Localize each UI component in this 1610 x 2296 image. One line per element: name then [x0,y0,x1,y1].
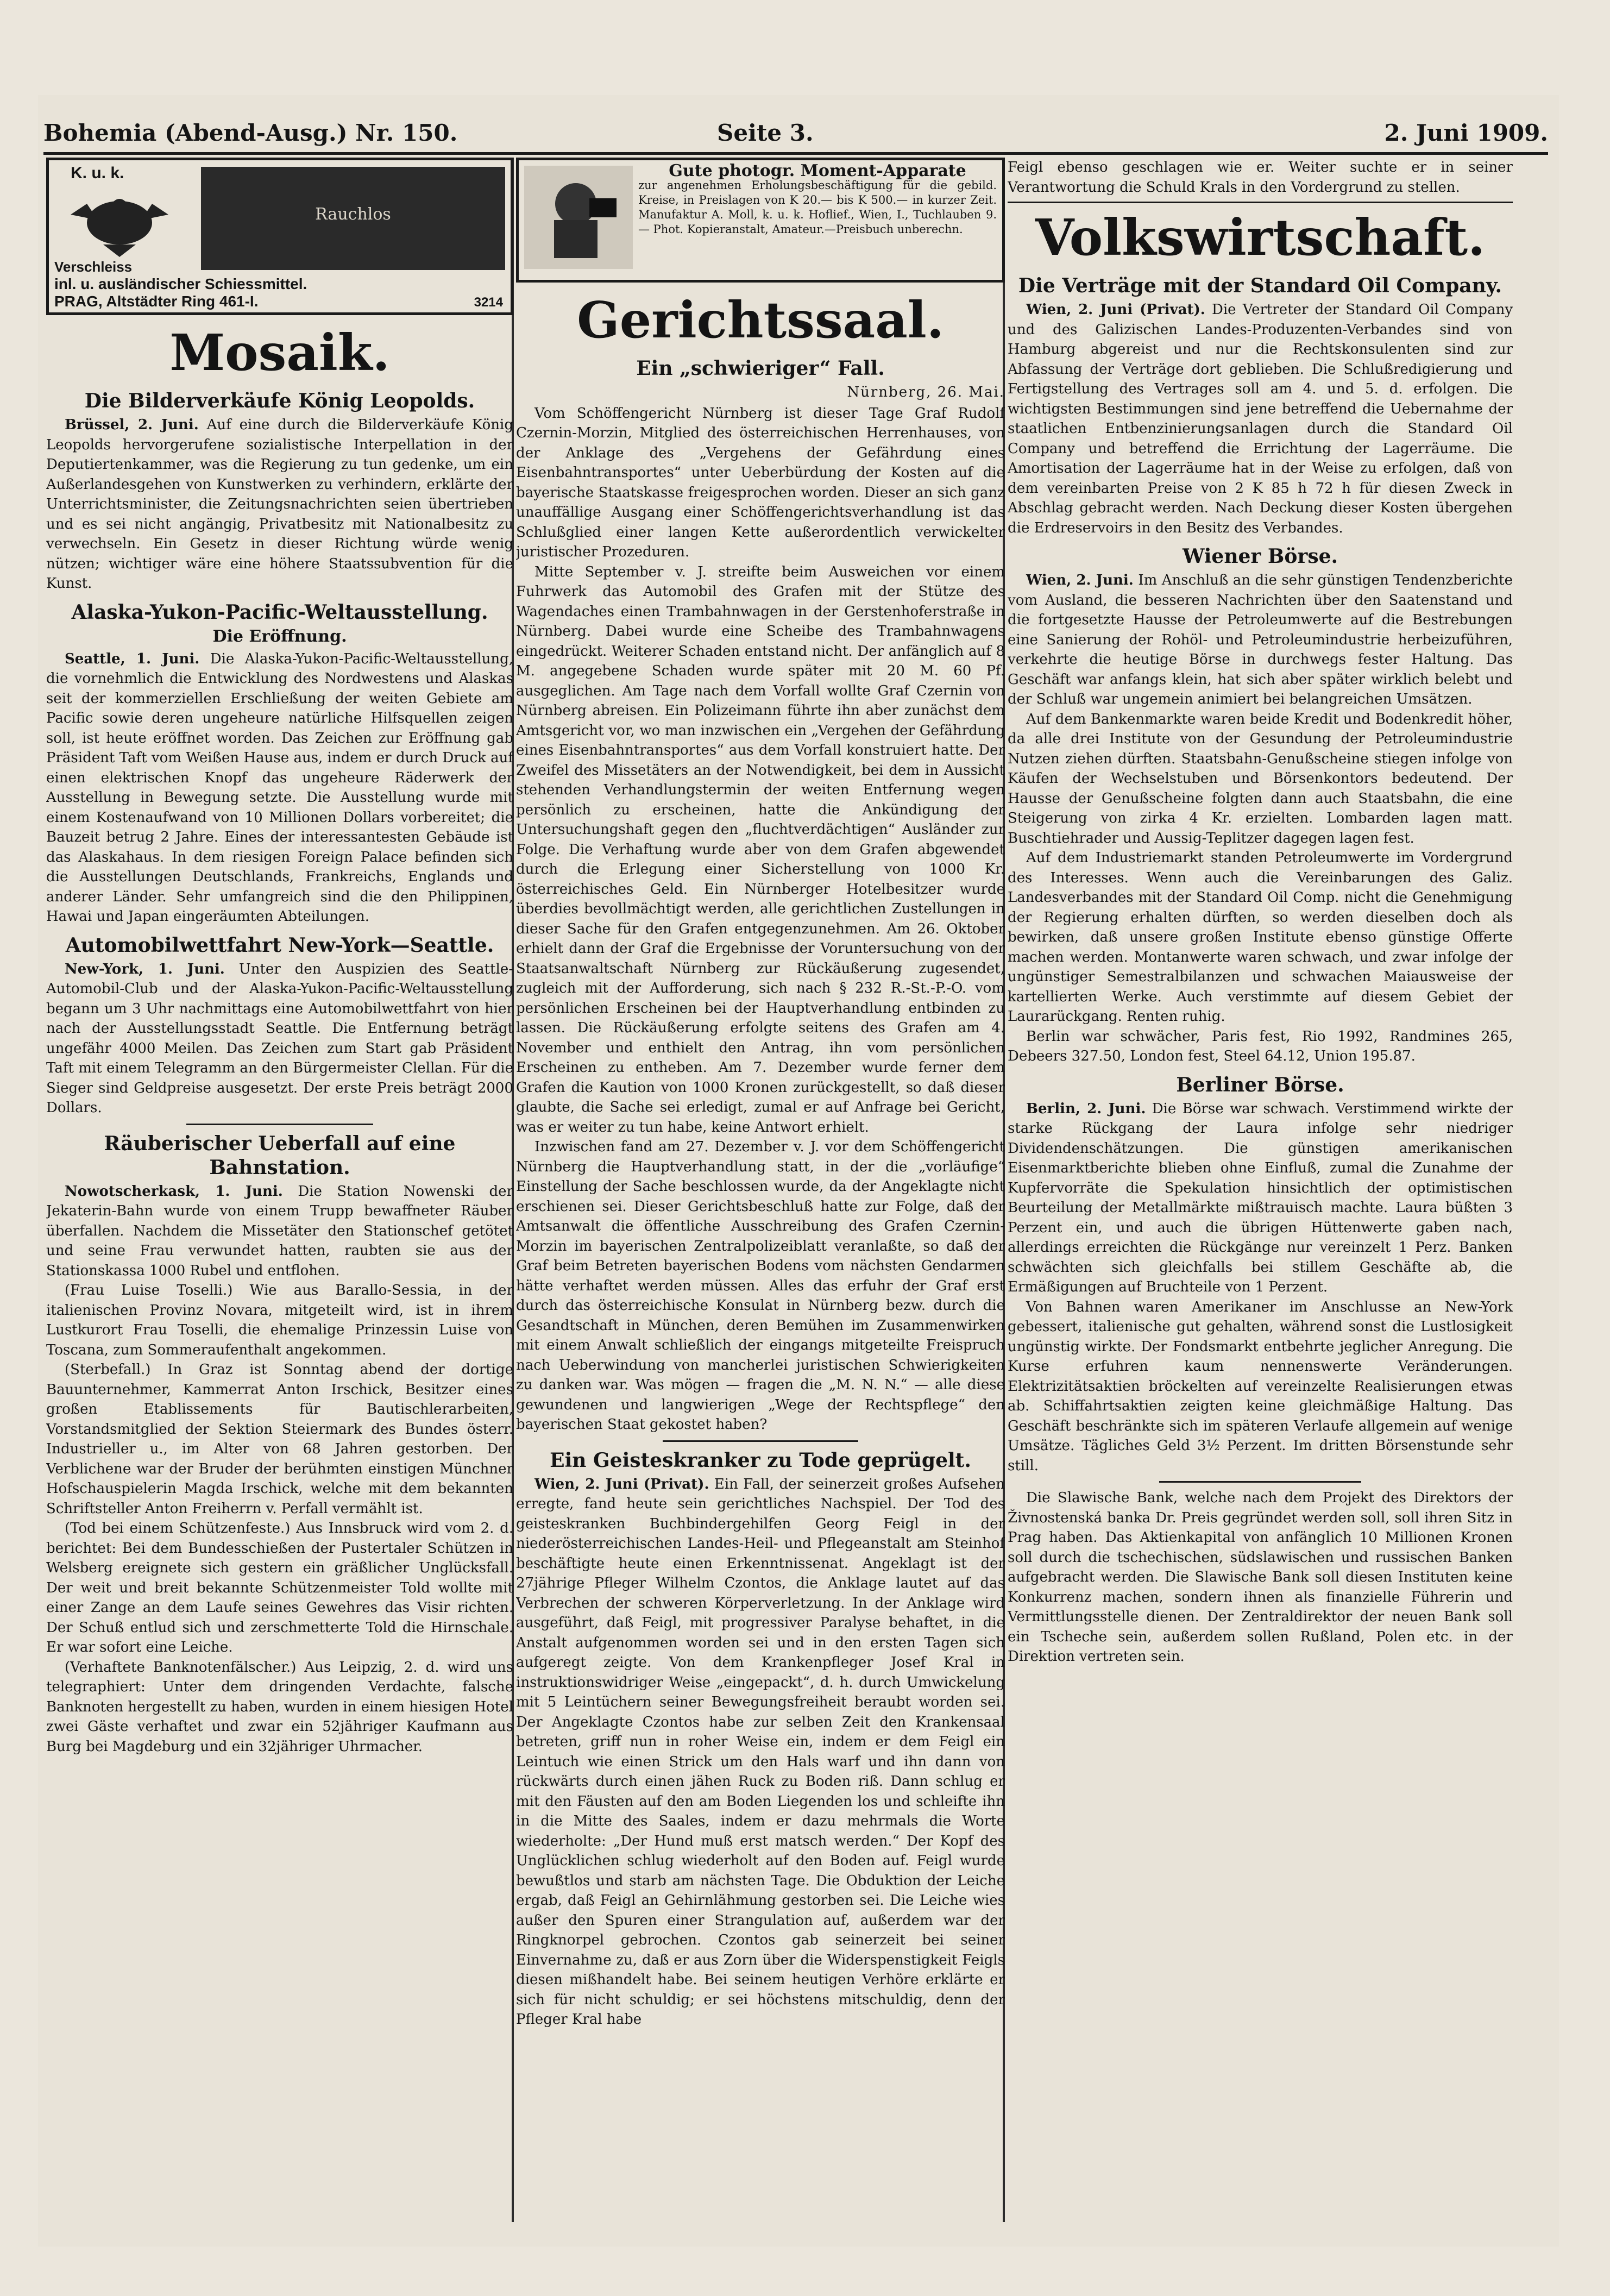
page-header [43,114,1548,155]
article-paragraph: Nowotscherkask, 1. Juni. Die Station Nowenski der Jekaterin-Bahn wurde von einem Trupp bewaffneter Räuber überfallen. Nachdem die Missetäter den Stationschef getötet und seine Frau verwundet hatten, raubten sie aus der Stationskassa 1000 Rubel und entflohen. [46,1183,513,1279]
section-title-gerichtssaal: Gerichtssaal. [577,291,944,349]
headline-wiener-boerse: Wiener Börse. [1182,545,1338,568]
ad-schiessmittel-text: inl. u. ausländischer Schiessmittel. [54,275,307,292]
headline-standard-oil: Die Verträge mit der Standard Oil Company. [1018,274,1502,297]
divider [1159,1481,1361,1483]
article-paragraph-continued: Feigl ebenso geschlagen wie er. Weiter suchte er in seiner Verantwortung die Schuld Krals in den Vordergrund zu stellen. [1008,159,1513,196]
photographer-illustration-icon [524,166,633,269]
column-1 [46,158,513,1756]
article-paragraph: Auf dem Industriemarkt standen Petroleumwerte im Vordergrund des Interesses. Wenn auch die Vereinbarungen des Galiz. Landesverbandes mit der Standard Oil Comp. nicht die Genehmigung der Regierung erhalten dürften, so werden dieselben doch als bewirken, daß unsere großen Institute ebenso günstige Offerte machen werden. Montanwerte waren schwach, und zwar infolge der ungünstiger Semestralbilanzen und schwachen Maiausweise der kartellierten Werke. Auch verstimmte auf diesem Gebiet der Laurarückgang. Renten ruhig. [1008,850,1513,1025]
headline-berliner-boerse: Berliner Börse. [1176,1073,1344,1096]
article-paragraph: New-York, 1. Juni. Unter den Auspizien des Seattle-Automobil-Club und der Alaska-Yukon-Pacific-Weltausstellung begann um 3 Uhr nachmittags eine Automobilwettfahrt von hier nach der Ausstellungsstadt Seattle. Die Entfernung beträgt ungefähr 4000 Meilen. Das Zeichen zum Start gab Präsident Taft mit einem Telegramm an den Bürgermeister Clellan. Für die Sieger sind Geldpreise ausgesetzt. Der erste Preis beträgt 2000 Dollars. [46,961,513,1116]
article-paragraph: Inzwischen fand am 27. Dezember v. J. vor dem Schöffengericht Nürnberg die Hauptverhandlung statt, in der die „vorläufige“ Einstellung der Sache beschlossen wurde, da der Angeklagte nicht erschienen sei. Dieser Gerichtsbeschluß hatte zur Folge, daß der Amtsanwalt die öffentliche Ausschreibung des Grafen Czernin-Morzin im bayerischen Zentralpolizeiblatt veranlaßte, so daß der Graf beim Betreten bayerischen Bodens vom nächsten Gendarmen hätte verhaftet werden müssen. Alles das erfuhr der Graf erst durch das österreichische Konsulat in Nürnberg bezw. durch die Gesandtschaft in München, deren Bemühen im Zusammenwirken mit einem Anwalt schließlich der eingangs mitgeteilte Freispruch nach Ueberwindung von mancherlei juristischen Schwierigkeiten zu danken war. Was mögen — fragen die „M. N. N.“ — alle diese gewundenen und langwierigen „Wege der Rechtspflege“ den bayerischen Staat gekostet haben? [516,1139,1005,1433]
article-paragraph: Brüssel, 2. Juni. Auf eine durch die Bilderverkäufe König Leopolds hervorgerufene sozialistische Interpellation in der Deputiertenkammer, was die Regierung zu tun gedenke, um ein Außerlandesgehen von Kunstwerken zu verhindern, erklärte der Unterrichtsminister, die Zeitungsnachrichten seien übertrieben und es sei nicht angängig, Privatbesitz mit Nationalbesitz zu verwechseln. Ein Gesetz in dieser Richtung würde wenig nützen; wichtiger wäre eine höhere Staatssubvention für die Kunst. [46,417,513,592]
section-title-mosaik: Mosaik. [169,323,390,382]
eagle-emblem-icon [65,193,174,258]
article-paragraph: Wien, 2. Juni. Im Anschluß an die sehr günstigen Tendenzberichte vom Ausland, die besseren Nachrichten über den Saatenstand und die fortgesetzte Hausse der Petroleumwerte auf die Bestrebungen eine Sanierung der Rohöl- und Petroleumindustrie herbeizuführen, verkehrte die heutige Börse in durchwegs fester Haltung. Das Geschäft war anfangs klein, hat sich aber später wirklich belebt und der Schluß war ungemein animiert bei belangreichen Umsätzen. [1008,572,1513,707]
article-paragraph: Auf dem Bankenmarkte waren beide Kredit und Bodenkredit höher, da alle drei Institute von der Gesundung der Petroleumindustrie Nutzen ziehen dürften. Staatsbahn-Genußscheine stiegen infolge von Käufen der Wechselstuben und Börsenkontors bedeutend. Der Hausse der Genußscheine folgten dann auch Staatsbahn, die eine Steigerung von zirka 4 Kr. erzielten. Lombarden lagen matt. Buschtiehrader und Aussig-Teplitzer dagegen lagen fest. [1008,711,1513,846]
ad-photo-title: Gute photogr. Moment-Apparate [669,161,966,180]
headline-alaska: Alaska-Yukon-Pacific-Weltausstellung. [71,600,488,624]
column-3 [1008,158,1513,1667]
subheadline-eroeffnung: Die Eröffnung. [212,626,347,646]
article-paragraph: Wien, 2. Juni (Privat). Die Vertreter der Standard Oil Company und des Galizischen Landes-Produzenten-Verbandes sind von Hamburg abgereist und nur die Rechtskonsulenten sind zur Abfassung der Verträge dort geblieben. Die Schlußredigierung und Fertigstellung des Vertrages soll am 4. und 5. d. erfolgen. Die wichtigsten Bestimmungen sind jene betreffend die Uebernahme der staatlichen Entbenzinierungsanlagen durch die Standard Oil Company und betreffend die Errichtung der Lagerräume. Die Amortisation der Lagerräume hat in der Weise zu erfolgen, daß von dem vereinbarten Preise von 2 K 85 h 72 h für diesen Zweck in Abschlag gebracht werden. Nach Deckung dieser Kosten übergehen die Erdreservoirs in den Besitz des Verbandes. [1008,302,1513,536]
article-paragraph: Die Slawische Bank, welche nach dem Projekt des Direktors der Živnostenská banka Dr. Preis gegründet werden soll, soll ihren Sitz in Prag haben. Das Aktienkapital von anfänglich 10 Millionen Kronen soll durch die tschechischen, südslawischen und russischen Banken aufgebracht werden. Die Slawische Bank soll diesen Instituten keine Konkurrenz machen, sondern ihnen als finanzielle Führerin und Vermittlungsstelle dienen. Der Zentraldirektor der neuen Bank soll ein Tscheche sein, außerdem sollen Rußland, Polen etc. in der Direktion vertreten sein. [1008,1490,1513,1665]
article-paragraph: Mitte September v. J. streifte beim Ausweichen vor einem Fuhrwerk das Automobil des Grafen mit der Stütze des Wagendaches einen Trambahnwagen in der Gerstenhoferstraße in Nürnberg. Dabei wurde eine Scheibe des Trambahnwagens eingedrückt. Weiterer Schaden entstand nicht. Der anfänglich auf 8 M. angegebene Schaden wurde später mit 20 M. 60 Pf. ausgeglichen. Am Tage nach dem Vorfall wollte Graf Czernin von Nürnberg abreisen. Ein Polizeimann führte ihn aber zunächst dem Amtsgericht vor, wo man inzwischen ein „Vergehen der Gefährdung eines Eisenbahntransportes“ aus dem Vorfall konstruiert hatte. Der Zweifel des Missetäters an der Notwendigkeit, bei dem in Aussicht stehenden Verhandlungstermin der weiten Entfernung wegen persönlich zu erscheinen, hatte die Ankündigung der Untersuchungshaft gegen den „fluchtverdächtigen“ Ausländer zur Folge. Die Verhaftung wurde aber von dem Grafen abgewendet durch die Erlegung einer Sicherstellung von 1000 Kr. österreichisches Geld. Ein Nürnberger Hotelbesitzer wurde überdies bevollmächtigt werden, alle gerichtlichen Zustellungen in dieser Sache für den Grafen entgegenzunehmen. Am 26. Oktober erhielt dann der Graf die Ergebnisse der Voruntersuchung von der Staatsanwaltschaft Nürnberg zur Rückäußerung zugesendet, zugleich mit der Aufforderung, sich nach § 232 R.-St.-P.-O. vom persönlichen Erscheinen bei der Hauptverhandlung entbinden zu lassen. Die Rückäußerung erfolgte seitens des Grafen am 4. November und enthielt den Antrag, ihn vom persönlichen Erscheinen zu entheben. Am 7. Dezember wurde ferner dem Grafen die Kaution von 1000 Kronen zurückgestellt, so daß dieser glaubte, die Sache sei erledigt, zumal er auf Anfrage bei Gericht, was er weiter zu tun habe, keine Antwort erhielt. [516,563,1005,1136]
ad-kuk: K. u. k. [71,164,124,182]
article-paragraph: (Sterbefall.) In Graz ist Sonntag abend der dortige Bauunternehmer, Kammerrat Anton Irschick, Besitzer eines großen Etablissements für Bautischlerarbeiten, Vorstandsmitglied der Sektion Steiermark des Bundes österr. Industrieller u., im Alter von 68 Jahren gestorben. Der Verblichene war der Bruder der berühmten einstigen Münchner Hofschauspielerin Magda Irschick, welche mit dem bekannten Schriftsteller Anton Freiherrn v. Perfall vermählt ist. [46,1362,513,1517]
article-paragraph: Vom Schöffengericht Nürnberg ist dieser Tage Graf Rudolf Czernin-Morzin, Mitglied des österreichischen Herrenhauses, von der Anklage des „Vergehens der Gefährdung eines Eisenbahntransportes“ unter Ueberbürdung der Kosten auf die bayerische Staatskasse freigesprochen worden. Dieser an sich ganz unauffällige Ausgang einer Schöffengerichtsverhandlung ist das Schlußglied einer langen Kette außerordentlich verwickelter juristischer Prozeduren. [516,405,1005,560]
article-paragraph: Berlin, 2. Juni. Die Börse war schwach. Verstimmend wirkte der starke Rückgang der Laura infolge sehr niedriger Dividendenschätzungen. Die günstigen amerikanischen Eisenmarktberichte blieben ohne Einfluß, zumal die Zunahme der Kupfervorräte die Spekulation hinsichtlich der optimistischen Beurteilung der Metallmärkte mißtrauisch machte. Laura büßten 3 Perzent ein, und auch die übrigen Hüttenwerte gaben nach, allerdings erreichten die Rückgänge nur vereinzelt 1 Perz. Banken schwächten sich gleichfalls bei stillem Geschäfte ab, die Ermäßigungen auf Bruchteile von 1 Perzent. [1008,1100,1513,1295]
ad-product-box: Rauchlos [201,167,505,270]
dateline: Nürnberg, 26. Mai. [847,384,1005,400]
article-paragraph: (Verhaftete Banknotenfälscher.) Aus Leipzig, 2. d. wird uns telegraphiert: Unter dem dringenden Verdachte, falsche Banknoten hergestellt zu haben, wurden in einem hiesigen Hotel zwei Gäste verhaftet und zwar ein 52jähriger Kaufmann aus Burg bei Magdeburg und ein 32jähriger Uhrmacher. [46,1659,513,1755]
ad-address: PRAG, Altstädter Ring 461-I. [54,293,259,310]
divider [186,1124,373,1125]
article-paragraph: Berlin war schwächer, Paris fest, Rio 1992, Randmines 265, Debeers 327.50, London fest, Steel 64.12, Union 195.87. [1008,1028,1513,1064]
header-page-number: Seite 3. [717,120,814,146]
headline-geisteskranker: Ein Geisteskranker zu Tode geprügelt. [550,1448,971,1472]
ad-photo-text: zur angenehmen Erholungsbeschäftigung für die gebild. Kreise, in Preislagen von K 20.— bis K 500.— in kurzer Zeit. Manufaktur A. Moll, k. u. k. Hoflief., Wien, I., Tuchlauben 9. — Phot. Kopieranstalt, Amateur.—Preisbuch unberechn. [638,179,997,236]
article-paragraph: (Tod bei einem Schützenfeste.) Aus Innsbruck wird vom 2. d. berichtet: Bei dem Bundesschießen der Pustertaler Schützen in Welsberg ereignete sich gestern ein gräßlicher Unglücksfall. Der weit und breit bekannte Schützenmeister Told wollte mit einer Zange an dem Laufe seines Gewehres das Visir richten. Der Schuß entlud sich und zerschmetterte Told die Hirnschale. Er war sofort eine Leiche. [46,1520,513,1655]
divider [663,1440,858,1442]
header-issue: Bohemia (Abend-Ausg.) Nr. 150. [43,120,458,146]
ad-number: 3214 [474,295,503,310]
header-date: 2. Juni 1909. [1384,120,1548,146]
headline-bilderverkaeufe: Die Bilderverkäufe König Leopolds. [84,390,475,412]
ad-schiessmittel [46,158,513,315]
divider [1008,202,1513,203]
article-paragraph: Von Bahnen waren Amerikaner im Anschlusse an New-York gebessert, italienische gut gehalten, während sonst die Lustlosigkeit ungünstig wirkte. Der Fondsmarkt entbehrte jeglicher Anregung. Die Kurse erfuhren kaum nennenswerte Veränderungen. Elektrizitätsaktien bröckelten auf vereinzelte Realisierungen etwas ab. Schiffahrtsaktien zeigten keine gleichmäßige Haltung. Das Geschäft beschränkte sich im späteren Verlaufe allgemein auf wenige Umsätze. Tägliches Geld 3½ Perzent. Im dritten Börsenstunde sehr still. [1008,1298,1513,1474]
ad-verschleiss: Verschleiss [54,259,133,275]
article-paragraph: Seattle, 1. Juni. Die Alaska-Yukon-Pacific-Weltausstellung, die vornehmlich die Entwicklung des Nordwestens und Alaskas seit der kommerziellen Erschließung der weiten Gebiete am Pacific sowie deren ungeheure natürliche Hilfsquellen zeigen soll, ist heute eröffnet worden. Das Zeichen zur Eröffnung gab Präsident Taft vom Weißen Hause aus, indem er durch Druck auf einen elektrischen Knopf das ungeheure Räderwerk der Ausstellung in Bewegung setzte. Die Ausstellung wurde mit einem Kostenaufwand von 10 Millionen Dollars vorbereitet; die Bauzeit betrug 2 Jahre. Eines der interessantesten Gebäude ist das Alaskahaus. In dem riesigen Foreign Palace befinden sich die Ausstellungen Deutschlands, Frankreichs, Englands und anderer Länder. Sehr umfangreich sind die den Philippinen, Hawai und Japan eingeräumten Abteilungen. [46,650,513,925]
article-paragraph: (Frau Luise Toselli.) Wie aus Barallo-Sessia, in der italienischen Provinz Novara, mitgeteilt wird, ist in ihrem Lustkurort Frau Toselli, die ehemalige Prinzessin Luise von Toscana, zum Sommeraufenthalt angekommen. [46,1282,513,1358]
headline-automobilwettfahrt: Automobilwettfahrt New-York—Seattle. [65,933,494,957]
column-2 [516,158,1005,2030]
article-paragraph: Wien, 2. Juni (Privat). Ein Fall, der seinerzeit großes Aufsehen erregte, fand heute sein gerichtliches Nachspiel. Der Tod des geisteskranken Buchbindergehilfen Georg Feigl in der niederösterreichischen Landes-Heil- und Pflegeanstalt am Steinhof beschäftigte heute einen Erkenntnissenat. Angeklagt ist der 27jährige Pfleger Wilhelm Czontos, die Anklage lautet auf das Verbrechen der schweren Körperverletzung. In der Anklage wird ausgeführt, daß Feigl, mit progressiver Paralyse behaftet, in die Anstalt aufgenommen worden sei und in den ersten Tagen sich aufgeregt zeigte. Von dem Krankenpfleger Josef Kral in instruktionswidriger Weise „eingepackt“, d. h. durch Umwickelung mit 5 Leintüchern seiner Bewegungsfreiheit beraubt worden sei. Der Angeklagte Czontos habe zur selben Zeit den Krankensaal betreten, griff nun in roher Weise ein, indem er dem Feigl ein Leintuch wie einen Strick um den Hals warf und ihn dann von rückwärts durch einen jähen Ruck zu Boden riß. Dann schlug er mit den Fäusten auf den am Boden Liegenden los und schleifte ihn in die Mitte des Saales, indem er dazu mehrmals die Worte wiederholte: „Der Hund muß erst matsch werden.“ Der Kopf des Unglücklichen schlug wiederholt auf den Boden auf. Feigl wurde bewußtlos und starb am nächsten Tage. Die Obduktion der Leiche ergab, daß Feigl an Gehirnlähmung gestorben sei. Die Leiche wies außer den Spuren einer Strangulation auf, außerdem war der Ringknorpel gebrochen. Czontos gab seinerzeit bei seiner Einvernahme zu, daß er aus Zorn über die Widerspenstigkeit Feigls diesen mißhandelt habe. Bei seinem heutigen Verhöre erklärte er sich für nicht schuldig; er sei höchstens mitschuldig, denn der Pfleger Kral habe [516,1476,1005,2028]
section-title-volkswirtschaft: Volkswirtschaft. [1035,208,1486,267]
headline-schwieriger-fall: Ein „schwieriger“ Fall. [636,357,885,380]
ad-photo-apparate [516,158,1005,283]
headline-raeuberischer-ueberfall: Räuberischer Ueberfall auf eine Bahnstation. [104,1132,456,1179]
